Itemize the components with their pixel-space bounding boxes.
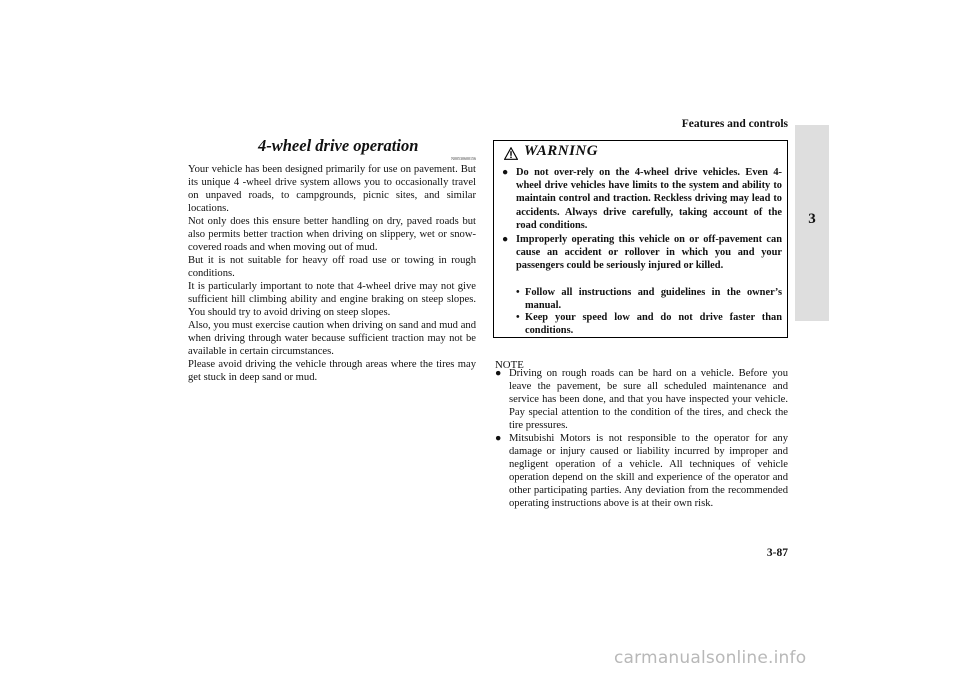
chapter-tab bbox=[795, 125, 829, 321]
warning-triangle-icon bbox=[504, 147, 518, 160]
warning-item-text: Do not over-rely on the 4-wheel drive vehicles. Even 4-wheel drive vehicles have limits to the system and ability to maintain control and traction. Reckless driving may lead to accidents. Always drive carefully, taking account of the road conditions. bbox=[516, 167, 782, 231]
bullet-icon: ● bbox=[495, 368, 502, 379]
bullet-icon: ● bbox=[495, 433, 502, 444]
warning-sub-item bbox=[516, 311, 782, 337]
chapter-number: 3 bbox=[808, 211, 816, 227]
warning-item bbox=[502, 233, 782, 273]
page-number: 3-87 bbox=[766, 547, 788, 559]
warning-item-text: Improperly operating this vehicle on or off-pavement can cause an accident or rollover in which you and your passengers could be seriously injured or killed. bbox=[516, 234, 782, 272]
body-paragraph: Your vehicle has been designed primarily for use on pavement. But its unique 4 -wheel drive system allows you to occasionally travel on unpaved roads, to campgrounds, picnic sites, and similar locations. bbox=[188, 164, 476, 214]
sub-bullet-icon: • bbox=[516, 287, 520, 298]
section-title: 4-wheel drive operation bbox=[258, 136, 419, 155]
warning-sub-item-text: Keep your speed low and do not drive faster than conditions. bbox=[525, 312, 782, 337]
warning-sub-item-text: Follow all instructions and guidelines in the owner’s manual. bbox=[525, 287, 782, 312]
note-item-text: Driving on rough roads can be hard on a vehicle. Before you leave the pavement, be sure all scheduled maintenance and service has been done, and that you have inspected your vehicle. Pay special attention to the condition of the tires, and check the tire pressures. bbox=[509, 368, 788, 431]
body-paragraph: Please avoid driving the vehicle through areas where the tires may get stuck in deep sand or mud. bbox=[188, 359, 476, 383]
bullet-icon: ● bbox=[502, 167, 509, 178]
section-body bbox=[188, 163, 476, 384]
running-header: Features and controls bbox=[681, 118, 788, 130]
watermark: carmanualsonline.info bbox=[614, 648, 807, 668]
body-paragraph: It is particularly important to note that 4-wheel drive may not give sufficient hill climbing ability and engine braking on steep slopes. You should try to avoid driving on steep slopes. bbox=[188, 281, 476, 318]
note-label: NOTE bbox=[495, 359, 524, 371]
section-code: N00530600156 bbox=[451, 156, 476, 161]
warning-item bbox=[502, 166, 782, 232]
warning-sub-item bbox=[516, 286, 782, 312]
note-item bbox=[495, 367, 788, 432]
sub-bullet-icon: • bbox=[516, 312, 520, 323]
warning-title: WARNING bbox=[524, 143, 599, 159]
note-item bbox=[495, 432, 788, 510]
note-item-text: Mitsubishi Motors is not responsible to the operator for any damage or injury caused or liability incurred by improper and negligent operation of a vehicle. All techniques of vehicle operation depend on the skill and experience of the operator and other participating parties. Any deviation from the recommended operating instructions above is at their own risk. bbox=[509, 433, 788, 509]
warning-box bbox=[493, 140, 788, 338]
body-paragraph: Not only does this ensure better handling on dry, paved roads but also permits better traction when driving on slippery, wet or snow-covered roads and when moving out of mud. bbox=[188, 216, 476, 253]
body-paragraph: Also, you must exercise caution when driving on sand and mud and when driving through water because sufficient traction may not be available in certain circumstances. bbox=[188, 320, 476, 357]
bullet-icon: ● bbox=[502, 234, 509, 245]
body-paragraph: But it is not suitable for heavy off road use or towing in rough conditions. bbox=[188, 255, 476, 279]
